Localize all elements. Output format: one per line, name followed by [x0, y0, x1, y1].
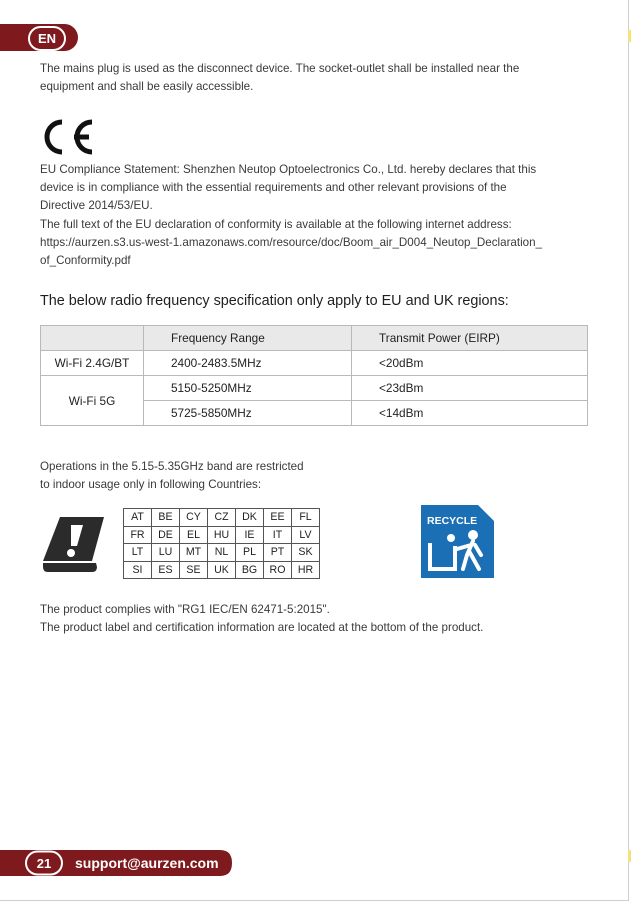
country-code: SE [180, 561, 208, 579]
country-code: MT [180, 544, 208, 562]
table-row [124, 526, 320, 544]
country-code: FR [124, 526, 152, 544]
text-line: The mains plug is used as the disconnect device. The socket-outlet shall be installed near the [40, 62, 520, 75]
power-cell: <20dBm [352, 351, 588, 376]
country-code: PT [264, 544, 292, 562]
text-line: to indoor usage only in following Countries: [40, 478, 262, 492]
country-code: SI [124, 561, 152, 579]
recycle-label: RECYCLE [427, 515, 478, 527]
country-code: EE [264, 509, 292, 527]
eu-compliance-statement [40, 161, 542, 270]
country-code: CY [180, 509, 208, 527]
country-code: BE [152, 509, 180, 527]
table-header-cell [41, 326, 144, 351]
table-header-row [41, 326, 588, 351]
country-code: CZ [208, 509, 236, 527]
declaration-url[interactable]: https://aurzen.s3.us-west-1.amazonaws.com/resource/doc/Boom_air_D004_Neutop_Declaration_ [40, 235, 543, 249]
country-code: IE [236, 526, 264, 544]
table-header-cell: Frequency Range [144, 326, 352, 351]
table-row [124, 561, 320, 579]
table-row [41, 351, 588, 376]
country-code: FL [292, 509, 320, 527]
declaration-url[interactable]: of_Conformity.pdf [40, 254, 131, 268]
country-code: UK [208, 561, 236, 579]
frequency-cell: 5150-5250MHz [144, 376, 352, 401]
ce-mark-icon [40, 119, 96, 155]
footer-bar [0, 848, 236, 878]
page-number: 21 [36, 856, 52, 871]
disconnect-notice [40, 60, 519, 96]
language-tab [0, 24, 78, 51]
text-line: The product label and certification information are located at the bottom of the product. [40, 621, 484, 635]
text-line: Operations in the 5.15-5.35GHz band are restricted [40, 460, 304, 473]
country-code: BG [236, 561, 264, 579]
country-code: PL [236, 544, 264, 562]
rf-heading: The below radio frequency specification only apply to EU and UK regions: [40, 293, 509, 309]
country-code: LT [124, 544, 152, 562]
band-cell: Wi-Fi 5G [41, 376, 144, 426]
table-row [124, 509, 320, 527]
country-code: DE [152, 526, 180, 544]
frequency-cell: 5725-5850MHz [144, 401, 352, 426]
text-line: device is in compliance with the essential requirements and other relevant provisions of the [40, 181, 507, 195]
country-code: LV [292, 526, 320, 544]
warning-icon [40, 515, 108, 575]
table-header-cell: Transmit Power (EIRP) [352, 326, 588, 351]
country-code: LU [152, 544, 180, 562]
language-badge: EN [28, 26, 66, 51]
country-code: IT [264, 526, 292, 544]
country-code: HU [208, 526, 236, 544]
text-line: equipment and shall be easily accessible. [40, 80, 254, 94]
country-code: EL [180, 526, 208, 544]
country-code: ES [152, 561, 180, 579]
power-cell: <14dBm [352, 401, 588, 426]
country-code: DK [236, 509, 264, 527]
country-code: SK [292, 544, 320, 562]
text-line: Directive 2014/53/EU. [40, 199, 153, 213]
table-row [41, 376, 588, 401]
text-line: The full text of the EU declaration of conformity is available at the following internet address: [40, 217, 512, 231]
product-compliance-notes [40, 601, 483, 637]
frequency-cell: 2400-2483.5MHz [144, 351, 352, 376]
country-code: RO [264, 561, 292, 579]
rf-spec-table [40, 325, 588, 426]
support-email-link[interactable]: support@aurzen.com [75, 855, 219, 871]
country-code: NL [208, 544, 236, 562]
table-row [124, 544, 320, 562]
band-cell: Wi-Fi 2.4G/BT [41, 351, 144, 376]
text-line: The product complies with "RG1 IEC/EN 62471-5:2015". [40, 603, 330, 616]
text-line: EU Compliance Statement: Shenzhen Neutop Optoelectronics Co., Ltd. hereby declares that this [40, 163, 537, 176]
band-restriction-notice [40, 458, 304, 494]
country-code: HR [292, 561, 320, 579]
recycle-icon [421, 505, 494, 578]
country-code-table [123, 508, 320, 579]
country-code: AT [124, 509, 152, 527]
power-cell: <23dBm [352, 376, 588, 401]
